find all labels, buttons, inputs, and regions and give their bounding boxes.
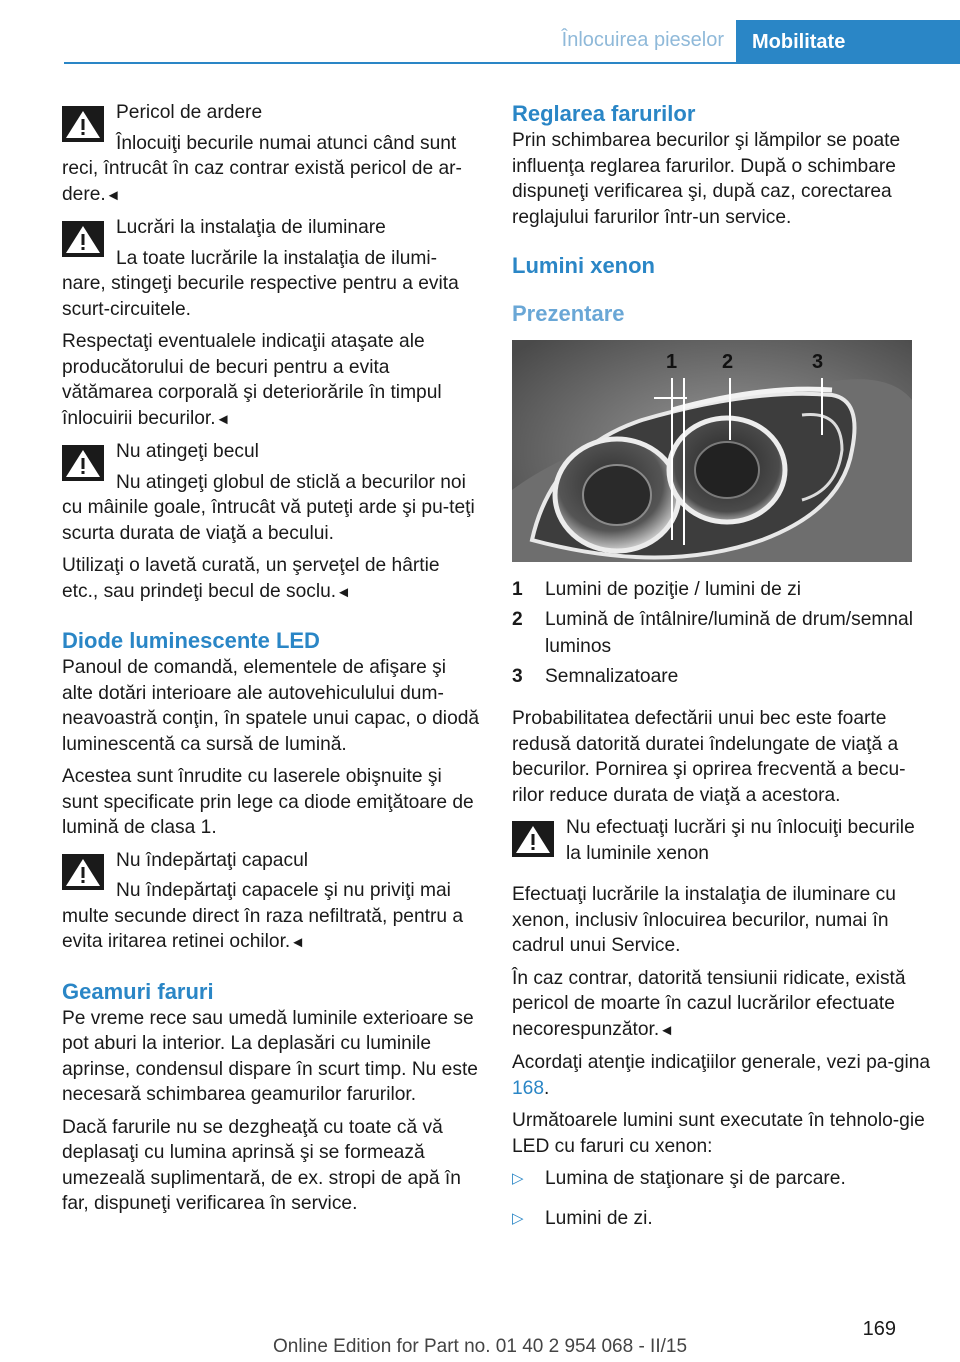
figure-legend	[512, 576, 932, 690]
heading-xenon: Lumini xenon	[512, 253, 655, 278]
paragraph-glass-1: Pe vreme rece sau umedă luminile exterioare se pot aburi la interior. La deplasări cu luminile aprinse, condensul dispare în scurt timp. Nu este necesară schimbarea geamurilor farurilor.	[62, 1007, 478, 1105]
warning-body: Nu îndepărtaţi capacele şi nu priviţi mai multe secunde direct în raza nefiltrată, pentru a evita iritarea retinei ochilor.◄	[62, 880, 464, 952]
header-chapter-label: Mobilitate	[752, 30, 846, 53]
paragraph-led-1: Panoul de comandă, elementele de afişare şi alte dotări interioare ale autovehiculului dum-neavoastră conţin, în spatele unui capac, o diodă luminescentă ca sursă de lumină.	[62, 657, 480, 755]
paragraph-clean-cloth: Utilizaţi o lavetă curată, un şerveţel de hârtie etc., sau prindeţi becul de soclu.◄	[62, 555, 440, 602]
page-link[interactable]: 168	[512, 1077, 545, 1099]
right-column	[512, 100, 932, 1245]
header-chapter-tab	[736, 20, 960, 64]
footer-edition: Online Edition for Part no. 01 40 2 954 068 - II/15	[272, 1336, 688, 1357]
warning-triangle-icon	[512, 821, 554, 857]
warning-triangle-icon	[62, 445, 104, 481]
legend-item: 3 Semnalizatoare	[512, 666, 679, 687]
heading-headlight-adjust: Reglarea farurilor	[512, 101, 696, 126]
paragraph-bulb-durability: Probabilitatea defectării unui bec este foarte redusă datorită duratei îndelungate de viaţă a becurilor. Pornirea şi oprirea frecventă a becu-rilor reduce durata de viaţă a acestora.	[512, 708, 906, 806]
warning-body: Nu atingeţi globul de sticlă a becurilor noi cu mâinile goale, întrucât vă puteţi arde şi pu-teţi scurta durata de viaţă a becului.	[62, 471, 475, 544]
legend-item: 2 Lumină de întâlnire/lumină de drum/semnal luminos	[512, 609, 913, 657]
headlight-image	[512, 340, 912, 562]
led-lights-list	[512, 1166, 932, 1231]
paragraph-adjust: Prin schimbarea becurilor şi lămpilor se poate influenţa reglarea farurilor. După o schimbare dispuneţi verificarea şi, după caz, corectarea reglajului farurilor într-un service.	[512, 130, 901, 228]
figure-label-3: 3	[812, 351, 824, 373]
list-item: ▷ Lumina de staţionare şi de parcare.	[512, 1166, 932, 1192]
legend-item: 1 Lumini de poziţie / lumini de zi	[512, 579, 801, 600]
figure-label-2: 2	[722, 351, 734, 373]
warning-title: Pericol de ardere	[116, 102, 263, 123]
left-column	[62, 100, 480, 1224]
paragraph-general-notes: Acordaţi atenţie indicaţiilor generale, vezi pa-gina 168.	[512, 1052, 931, 1099]
warning-triangle-icon	[62, 221, 104, 257]
warning-lighting-work	[62, 215, 480, 322]
warning-body: La toate lucrările la instalaţia de ilumi-nare, stingeţi becurile respective pentru a evita scurt-circuitele.	[62, 247, 459, 320]
warning-do-not-touch	[62, 439, 480, 546]
warning-title: Lucrări la instalaţia de iluminare	[116, 217, 386, 238]
warning-triangle-icon	[62, 854, 104, 890]
header-section-title: Înlocuirea pieselor	[561, 29, 724, 51]
warning-triangle-icon	[62, 106, 104, 142]
end-mark-icon: ◄	[290, 934, 306, 951]
warning-burn	[62, 100, 480, 208]
paragraph-xenon-service: Efectuaţi lucrările la instalaţia de iluminare cu xenon, inclusiv înlocuirea becurilor, numai în cadrul unui Service.	[512, 884, 896, 956]
bullet-arrow-icon: ▷	[512, 1209, 524, 1227]
bullet-arrow-icon: ▷	[512, 1170, 524, 1187]
heading-overview: Prezentare	[512, 301, 625, 326]
warning-xenon	[512, 815, 932, 875]
paragraph-led-lights: Următoarele lumini sunt executate în tehnolo-gie LED cu faruri cu xenon:	[512, 1110, 925, 1157]
paragraph-led-2: Acestea sunt înrudite cu laserele obişnuite şi sunt specificate prin lege ca diode emiţătoare de lumină de clasa 1.	[62, 766, 474, 838]
warning-body: Înlocuiţi becurile numai atunci când sunt reci, întrucât în caz contrar există pericol de ar-dere.◄	[62, 132, 462, 205]
paragraph-high-voltage: În caz contrar, datorită tensiunii ridicate, există pericol de moarte în cazul lucrărilor efectuate necorespunzător.◄	[512, 967, 906, 1040]
page-number: 169	[862, 1318, 896, 1340]
end-mark-icon: ◄	[336, 583, 351, 601]
paragraph-glass-2: Dacă farurile nu se dezgheaţă cu toate că vă deplasaţi cu lumina aprinsă şi se formează umezeală suplimentară, de ex. stropi de apă în far, dispuneţi verificarea în service.	[62, 1116, 461, 1214]
figure-label-1: 1	[666, 351, 678, 373]
warning-cover	[62, 848, 480, 956]
warning-title: Nu îndepărtaţi capacul	[116, 849, 308, 871]
heading-headlight-glass: Geamuri faruri	[62, 978, 214, 1004]
warning-title: Nu efectuaţi lucrări şi nu înlocuiţi becurile la luminile xenon	[566, 817, 915, 864]
end-mark-icon: ◄	[659, 1021, 675, 1039]
list-item: ▷ Lumini de zi.	[512, 1206, 932, 1232]
warning-title: Nu atingeţi becul	[116, 441, 259, 462]
heading-led: Diode luminescente LED	[62, 628, 320, 653]
paragraph-manufacturer-notes: Respectaţi eventualele indicaţii ataşate ale producătorului de becuri pentru a evita vătămarea corporală şi deteriorările în timpul înlocuirii becurilor.◄	[62, 331, 442, 429]
end-mark-icon: ◄	[105, 186, 121, 204]
headlight-figure	[512, 340, 912, 562]
end-mark-icon: ◄	[215, 410, 231, 428]
